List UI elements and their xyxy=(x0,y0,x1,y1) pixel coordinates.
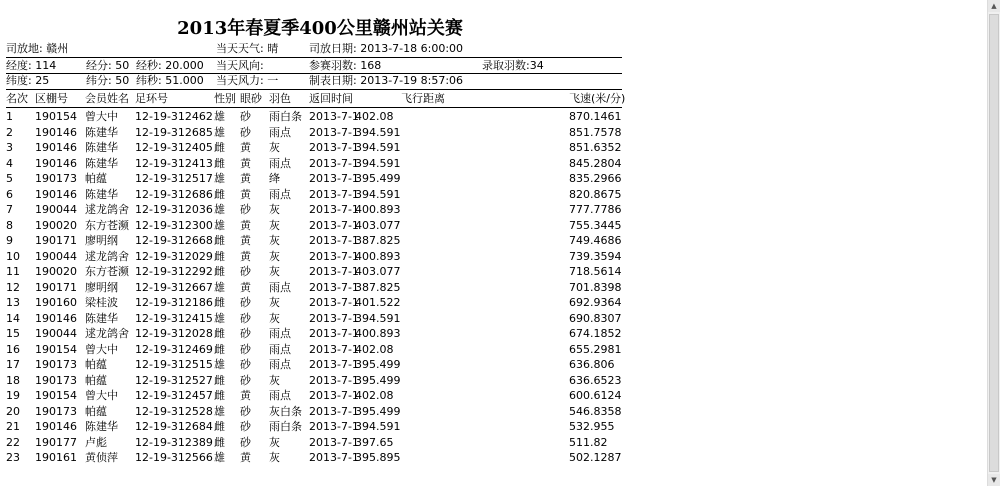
cell-color: 雨白条 xyxy=(269,110,302,123)
cell-color: 灰 xyxy=(269,296,280,309)
cell-distance: 394.591 xyxy=(355,420,401,433)
table-row xyxy=(6,140,622,156)
cell-speed: 692.9364 xyxy=(569,296,622,309)
cell-member: 曾大中 xyxy=(85,342,118,356)
cell-return-time: 2013-7-1 xyxy=(309,234,359,247)
cell-loft: 190171 xyxy=(35,280,77,294)
entries-count: 参赛羽数: 168 xyxy=(309,59,382,72)
cell-loft: 190146 xyxy=(35,311,77,325)
cell-loft: 190020 xyxy=(35,265,77,278)
cell-distance: 394.591 xyxy=(355,156,401,170)
cell-speed: 820.8675 xyxy=(569,187,622,201)
scroll-thumb[interactable] xyxy=(989,14,999,472)
cell-speed: 701.8398 xyxy=(569,280,622,294)
cell-distance: 395.499 xyxy=(355,404,401,418)
cell-color: 灰 xyxy=(269,203,280,216)
cell-eye: 砂 xyxy=(240,327,251,340)
cell-distance: 394.591 xyxy=(355,311,401,325)
cell-speed: 546.8358 xyxy=(569,404,622,418)
cell-ring: 12-19-312528 xyxy=(135,404,213,418)
cell-color: 雨点 xyxy=(269,125,291,139)
cell-eye: 砂 xyxy=(240,373,251,387)
cell-sex: 雄 xyxy=(214,125,225,139)
cell-rank: 17 xyxy=(6,358,20,371)
cell-color: 绛 xyxy=(269,172,280,185)
cell-ring: 12-19-312413 xyxy=(135,156,213,170)
cell-rank: 14 xyxy=(6,311,20,325)
cell-return-time: 2013-7-1 xyxy=(309,342,359,356)
cell-sex: 雄 xyxy=(214,110,225,123)
cell-color: 雨点 xyxy=(269,156,291,170)
cell-loft: 190173 xyxy=(35,172,77,185)
cell-speed: 636.806 xyxy=(569,358,615,371)
cell-loft: 190154 xyxy=(35,389,77,402)
cell-rank: 1 xyxy=(6,110,13,123)
cell-ring: 12-19-312405 xyxy=(135,141,213,154)
cell-speed: 600.6124 xyxy=(569,389,622,402)
cell-rank: 19 xyxy=(6,389,20,402)
cell-rank: 16 xyxy=(6,342,20,356)
cell-distance: 394.591 xyxy=(355,141,401,154)
cell-return-time: 2013-7-1 xyxy=(309,218,359,232)
cell-speed: 636.6523 xyxy=(569,373,622,387)
cell-rank: 2 xyxy=(6,125,13,139)
cell-loft: 190171 xyxy=(35,234,77,247)
cell-loft: 190146 xyxy=(35,420,77,433)
cell-loft: 190154 xyxy=(35,342,77,356)
cell-return-time: 2013-7-1 xyxy=(309,311,359,325)
cell-eye: 黄 xyxy=(240,451,251,464)
cell-return-time: 2013-7-1 xyxy=(309,110,359,123)
table-row xyxy=(6,450,622,466)
cell-loft: 190173 xyxy=(35,373,77,387)
cell-distance: 403.077 xyxy=(355,218,401,232)
cell-color: 雨点 xyxy=(269,187,291,201)
cell-loft: 190146 xyxy=(35,156,77,170)
cell-eye: 黄 xyxy=(240,218,251,232)
cell-return-time: 2013-7-1 xyxy=(309,249,359,263)
cell-distance: 397.65 xyxy=(355,435,394,449)
cell-loft: 190160 xyxy=(35,296,77,309)
cell-ring: 12-19-312684 xyxy=(135,420,213,433)
cell-sex: 雌 xyxy=(214,187,225,201)
table-row xyxy=(6,435,622,451)
cell-speed: 502.1287 xyxy=(569,451,622,464)
cell-color: 灰 xyxy=(269,265,280,278)
table-row xyxy=(6,264,622,280)
cell-ring: 12-19-312566 xyxy=(135,451,213,464)
table-row xyxy=(6,171,622,187)
cell-sex: 雌 xyxy=(214,342,225,356)
cell-ring: 12-19-312469 xyxy=(135,342,213,356)
cell-eye: 砂 xyxy=(240,342,251,356)
cell-member: 帕蕴 xyxy=(85,358,107,371)
cell-member: 逑龙鸽舍 xyxy=(85,327,129,340)
cell-color: 雨点 xyxy=(269,358,291,371)
cell-distance: 400.893 xyxy=(355,327,401,340)
cell-eye: 砂 xyxy=(240,311,251,325)
cell-speed: 749.4686 xyxy=(569,234,622,247)
cell-member: 陈建华 xyxy=(85,311,118,325)
cell-color: 灰 xyxy=(269,249,280,263)
cell-ring: 12-19-312686 xyxy=(135,187,213,201)
cell-rank: 5 xyxy=(6,172,13,185)
cell-loft: 190044 xyxy=(35,327,77,340)
cell-speed: 739.3594 xyxy=(569,249,622,263)
cell-speed: 851.6352 xyxy=(569,141,622,154)
cell-color: 雨点 xyxy=(269,327,291,340)
cell-sex: 雌 xyxy=(214,265,225,278)
cell-loft: 190154 xyxy=(35,110,77,123)
cell-member: 东方苍濒 xyxy=(85,265,129,278)
cell-speed: 655.2981 xyxy=(569,342,622,356)
cell-color: 雨点 xyxy=(269,389,291,402)
cell-ring: 12-19-312668 xyxy=(135,234,213,247)
cell-distance: 394.591 xyxy=(355,125,401,139)
table-row xyxy=(6,326,622,342)
cell-sex: 雌 xyxy=(214,389,225,402)
table-row xyxy=(6,388,622,404)
cell-member: 逑龙鸽舍 xyxy=(85,203,129,216)
cell-return-time: 2013-7-1 xyxy=(309,265,359,278)
cell-loft: 190146 xyxy=(35,187,77,201)
cell-eye: 砂 xyxy=(240,203,251,216)
table-header xyxy=(6,90,626,107)
cell-rank: 18 xyxy=(6,373,20,387)
cell-eye: 黄 xyxy=(240,389,251,402)
cell-speed: 532.955 xyxy=(569,420,615,433)
cell-member: 陈建华 xyxy=(85,156,118,170)
cell-rank: 9 xyxy=(6,234,13,247)
cell-color: 灰白条 xyxy=(269,404,302,418)
cell-rank: 4 xyxy=(6,156,13,170)
table-row xyxy=(6,109,622,125)
cell-return-time: 2013-7-1 xyxy=(309,125,359,139)
cell-speed: 511.82 xyxy=(569,435,608,449)
cell-loft: 190173 xyxy=(35,358,77,371)
winners-count: 录取羽数:34 xyxy=(482,59,544,72)
table-row xyxy=(6,233,622,249)
cell-member: 曾大中 xyxy=(85,110,118,123)
cell-member: 陈建华 xyxy=(85,141,118,154)
cell-speed: 755.3445 xyxy=(569,218,622,232)
wind-force: 当天风力: 一 xyxy=(216,74,279,87)
cell-ring: 12-19-312186 xyxy=(135,296,213,309)
cell-sex: 雌 xyxy=(214,141,225,154)
cell-loft: 190177 xyxy=(35,435,77,449)
cell-color: 灰 xyxy=(269,373,280,387)
col-speed: 飞速(米/分) xyxy=(569,92,626,105)
table-row xyxy=(6,419,622,435)
cell-loft: 190044 xyxy=(35,203,77,216)
table-row xyxy=(6,202,622,218)
cell-rank: 15 xyxy=(6,327,20,340)
cell-return-time: 2013-7-1 xyxy=(309,141,359,154)
cell-member: 廖明纲 xyxy=(85,280,118,294)
cell-return-time: 2013-7-1 xyxy=(309,389,359,402)
cell-sex: 雄 xyxy=(214,280,225,294)
cell-eye: 砂 xyxy=(240,358,251,371)
cell-eye: 砂 xyxy=(240,435,251,449)
cell-eye: 黄 xyxy=(240,187,251,201)
cell-ring: 12-19-312517 xyxy=(135,172,213,185)
cell-eye: 砂 xyxy=(240,404,251,418)
table-row xyxy=(6,249,622,265)
weather: 当天天气: 晴 xyxy=(216,42,279,55)
cell-return-time: 2013-7-1 xyxy=(309,420,359,433)
cell-sex: 雌 xyxy=(214,249,225,263)
cell-rank: 3 xyxy=(6,141,13,154)
cell-eye: 砂 xyxy=(240,420,251,433)
cell-ring: 12-19-312029 xyxy=(135,249,213,263)
cell-sex: 雄 xyxy=(214,358,225,371)
arrow-down-icon[interactable]: ▼ xyxy=(988,474,1000,486)
cell-ring: 12-19-312685 xyxy=(135,125,213,139)
cell-member: 黄侦萍 xyxy=(85,451,118,464)
cell-loft: 190044 xyxy=(35,249,77,263)
table-row xyxy=(6,295,622,311)
cell-eye: 黄 xyxy=(240,234,251,247)
cell-ring: 12-19-312515 xyxy=(135,358,213,371)
cell-speed: 870.1461 xyxy=(569,110,622,123)
cell-loft: 190161 xyxy=(35,451,77,464)
table-row xyxy=(6,125,622,141)
cell-loft: 190146 xyxy=(35,125,77,139)
latitude-minutes: 纬分: 50 xyxy=(86,74,130,87)
release-date: 司放日期: 2013-7-18 6:00:00 xyxy=(309,42,464,55)
results-table xyxy=(6,109,622,466)
cell-rank: 8 xyxy=(6,218,13,232)
table-row xyxy=(6,373,622,389)
report-date: 制表日期: 2013-7-19 8:57:06 xyxy=(309,74,464,87)
cell-speed: 690.8307 xyxy=(569,311,622,325)
cell-loft: 190173 xyxy=(35,404,77,418)
cell-return-time: 2013-7-1 xyxy=(309,296,359,309)
cell-return-time: 2013-7-1 xyxy=(309,327,359,340)
latitude: 纬度: 25 xyxy=(6,74,50,87)
vertical-scrollbar[interactable] xyxy=(987,0,1000,486)
cell-ring: 12-19-312028 xyxy=(135,327,213,340)
page-title: 2013年春夏季400公里赣州站关赛 xyxy=(177,18,463,39)
cell-ring: 12-19-312036 xyxy=(135,203,213,216)
cell-ring: 12-19-312457 xyxy=(135,389,213,402)
info-line-3 xyxy=(6,73,622,89)
col-rank: 名次 xyxy=(6,92,28,105)
cell-speed: 777.7786 xyxy=(569,203,622,216)
cell-sex: 雄 xyxy=(214,404,225,418)
cell-member: 卢彪 xyxy=(85,435,107,449)
cell-speed: 718.5614 xyxy=(569,265,622,278)
col-ring: 足环号 xyxy=(135,92,168,105)
cell-distance: 387.825 xyxy=(355,234,401,247)
cell-sex: 雄 xyxy=(214,218,225,232)
cell-distance: 395.895 xyxy=(355,451,401,464)
cell-member: 帕蕴 xyxy=(85,172,107,185)
cell-rank: 11 xyxy=(6,265,20,278)
cell-sex: 雌 xyxy=(214,420,225,433)
cell-color: 灰 xyxy=(269,218,280,232)
cell-member: 帕蕴 xyxy=(85,373,107,387)
wind-direction: 当天风向: xyxy=(216,59,264,72)
cell-rank: 13 xyxy=(6,296,20,309)
cell-distance: 400.893 xyxy=(355,203,401,216)
cell-eye: 黄 xyxy=(240,249,251,263)
cell-sex: 雄 xyxy=(214,451,225,464)
cell-return-time: 2013-7-1 xyxy=(309,187,359,201)
cell-distance: 395.499 xyxy=(355,373,401,387)
cell-sex: 雄 xyxy=(214,203,225,216)
cell-eye: 砂 xyxy=(240,125,251,139)
cell-color: 雨点 xyxy=(269,342,291,356)
cell-loft: 190020 xyxy=(35,218,77,232)
cell-color: 灰 xyxy=(269,141,280,154)
cell-distance: 395.499 xyxy=(355,172,401,185)
cell-distance: 400.893 xyxy=(355,249,401,263)
col-member: 会员姓名 xyxy=(85,92,129,105)
col-return-time: 返回时间 xyxy=(309,92,353,105)
cell-member: 帕蕴 xyxy=(85,404,107,418)
info-line-2 xyxy=(6,58,622,74)
cell-rank: 22 xyxy=(6,435,20,449)
col-sex: 性别 xyxy=(214,92,236,105)
col-distance: 飞行距离 xyxy=(401,92,445,105)
longitude-minutes: 经分: 50 xyxy=(86,59,130,72)
cell-sex: 雌 xyxy=(214,435,225,449)
cell-distance: 395.499 xyxy=(355,358,401,371)
cell-rank: 6 xyxy=(6,187,13,201)
cell-ring: 12-19-312415 xyxy=(135,311,213,325)
cell-member: 廖明纲 xyxy=(85,234,118,247)
cell-eye: 砂 xyxy=(240,110,251,123)
cell-sex: 雌 xyxy=(214,156,225,170)
cell-sex: 雌 xyxy=(214,296,225,309)
cell-distance: 403.077 xyxy=(355,265,401,278)
cell-member: 陈建华 xyxy=(85,125,118,139)
arrow-up-icon[interactable]: ▲ xyxy=(988,0,1000,12)
table-row xyxy=(6,357,622,373)
cell-return-time: 2013-7-1 xyxy=(309,280,359,294)
cell-color: 灰 xyxy=(269,435,280,449)
cell-distance: 402.08 xyxy=(355,110,394,123)
cell-ring: 12-19-312389 xyxy=(135,435,213,449)
cell-eye: 黄 xyxy=(240,156,251,170)
col-eye: 眼砂 xyxy=(240,92,262,105)
cell-eye: 黄 xyxy=(240,172,251,185)
cell-sex: 雌 xyxy=(214,234,225,247)
cell-rank: 23 xyxy=(6,451,20,464)
cell-return-time: 2013-7-1 xyxy=(309,404,359,418)
cell-distance: 402.08 xyxy=(355,342,394,356)
cell-rank: 12 xyxy=(6,280,20,294)
cell-color: 雨白条 xyxy=(269,420,302,433)
cell-eye: 砂 xyxy=(240,265,251,278)
table-row xyxy=(6,156,622,172)
cell-rank: 7 xyxy=(6,203,13,216)
cell-rank: 10 xyxy=(6,249,20,263)
cell-return-time: 2013-7-1 xyxy=(309,435,359,449)
cell-return-time: 2013-7-1 xyxy=(309,203,359,216)
cell-member: 逑龙鸽舍 xyxy=(85,249,129,263)
cell-speed: 674.1852 xyxy=(569,327,622,340)
cell-return-time: 2013-7-1 xyxy=(309,156,359,170)
cell-return-time: 2013-7-1 xyxy=(309,373,359,387)
cell-ring: 12-19-312527 xyxy=(135,373,213,387)
cell-ring: 12-19-312667 xyxy=(135,280,213,294)
cell-return-time: 2013-7-1 xyxy=(309,358,359,371)
cell-color: 灰 xyxy=(269,451,280,464)
cell-color: 灰 xyxy=(269,234,280,247)
cell-member: 陈建华 xyxy=(85,420,118,433)
cell-sex: 雌 xyxy=(214,327,225,340)
latitude-seconds: 纬秒: 51.000 xyxy=(136,74,204,87)
table-row xyxy=(6,404,622,420)
table-row xyxy=(6,187,622,203)
cell-return-time: 2013-7-1 xyxy=(309,172,359,185)
cell-speed: 835.2966 xyxy=(569,172,622,185)
cell-loft: 190146 xyxy=(35,141,77,154)
cell-ring: 12-19-312462 xyxy=(135,110,213,123)
cell-member: 东方苍濒 xyxy=(85,218,129,232)
cell-ring: 12-19-312300 xyxy=(135,218,213,232)
table-row xyxy=(6,218,622,234)
cell-color: 雨点 xyxy=(269,280,291,294)
cell-sex: 雄 xyxy=(214,311,225,325)
table-row xyxy=(6,342,622,358)
cell-ring: 12-19-312292 xyxy=(135,265,213,278)
divider xyxy=(6,107,622,108)
cell-sex: 雄 xyxy=(214,172,225,185)
cell-distance: 387.825 xyxy=(355,280,401,294)
info-line-1 xyxy=(6,41,622,57)
cell-speed: 845.2804 xyxy=(569,156,622,170)
cell-eye: 砂 xyxy=(240,296,251,309)
cell-distance: 401.522 xyxy=(355,296,401,309)
cell-rank: 20 xyxy=(6,404,20,418)
longitude: 经度: 114 xyxy=(6,59,57,72)
cell-member: 梁桂波 xyxy=(85,296,118,309)
cell-rank: 21 xyxy=(6,420,20,433)
col-color: 羽色 xyxy=(269,92,291,105)
table-row xyxy=(6,311,622,327)
release-place: 司放地: 赣州 xyxy=(6,42,69,55)
longitude-seconds: 经秒: 20.000 xyxy=(136,59,204,72)
cell-member: 陈建华 xyxy=(85,187,118,201)
col-loft: 区棚号 xyxy=(35,92,68,105)
table-row xyxy=(6,280,622,296)
cell-return-time: 2013-7-1 xyxy=(309,451,359,464)
cell-speed: 851.7578 xyxy=(569,125,622,139)
cell-color: 灰 xyxy=(269,311,280,325)
cell-eye: 黄 xyxy=(240,280,251,294)
cell-distance: 394.591 xyxy=(355,187,401,201)
cell-sex: 雌 xyxy=(214,373,225,387)
cell-distance: 402.08 xyxy=(355,389,394,402)
cell-member: 曾大中 xyxy=(85,389,118,402)
cell-eye: 黄 xyxy=(240,141,251,154)
